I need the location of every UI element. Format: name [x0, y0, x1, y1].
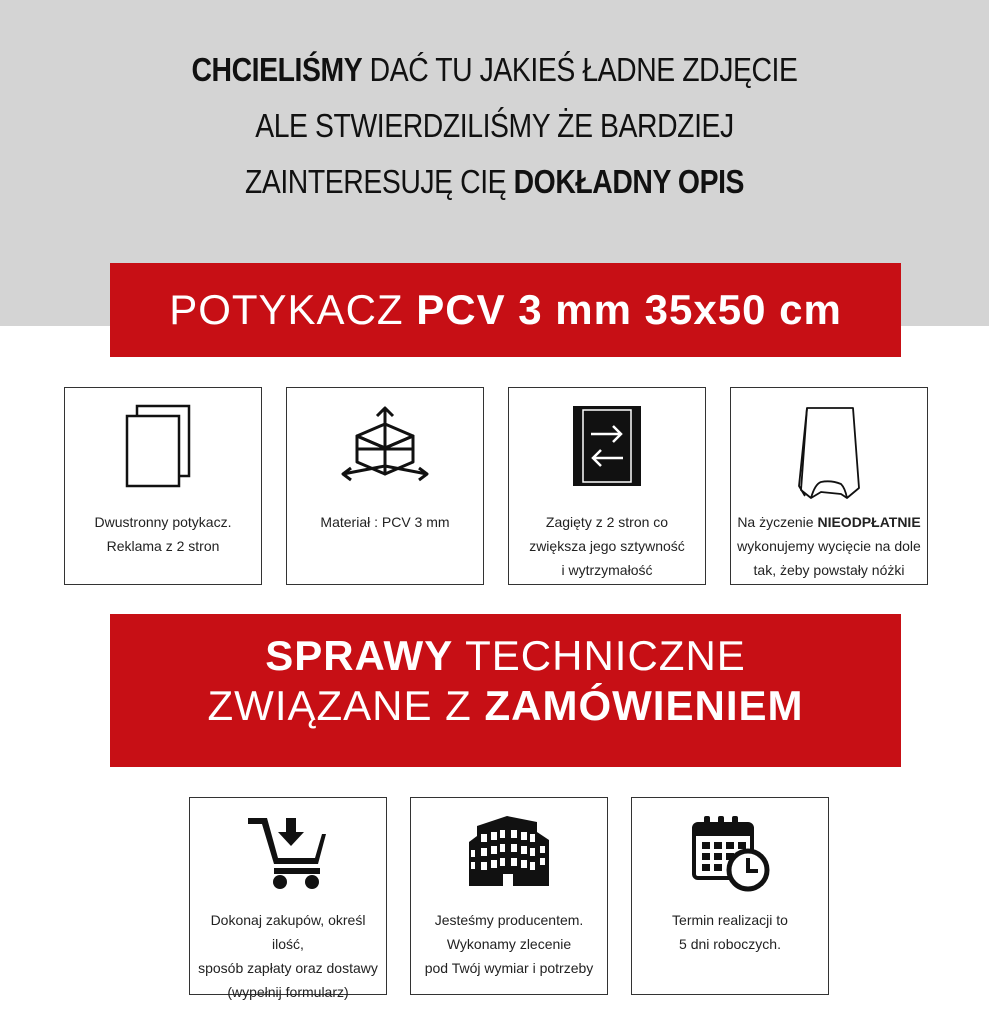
feature-3-line-3: i wytrzymałość: [561, 562, 653, 578]
info-3-line-2: 5 dni roboczych.: [679, 936, 781, 952]
feature-box-double-sided: [64, 387, 262, 585]
info-2-line-3: pod Twój wymiar i potrzeby: [424, 960, 594, 976]
info-1-line-2: sposób zapłaty oraz dostawy: [198, 960, 378, 976]
product-title-thin: POTYKACZ: [169, 286, 417, 333]
headline-bold-1: CHCIELIŚMY: [191, 51, 363, 88]
calendar-clock-icon: [632, 812, 828, 892]
headline-rest-3: ZAINTERESUJĘ CIĘ: [244, 163, 514, 200]
feature-4-line-1-pre: Na życzenie: [737, 514, 818, 530]
feature-1-line-2: Reklama z 2 stron: [106, 538, 220, 554]
product-title-bold: PCV 3 mm 35x50 cm: [416, 286, 842, 333]
feature-2-line-1: Materiał : PCV 3 mm: [320, 514, 450, 530]
info-text-1: [196, 908, 380, 1004]
feature-4-line-3: tak, żeby powstały nóżki: [753, 562, 905, 578]
info-text-2: [417, 908, 601, 980]
feature-text-2: [293, 510, 477, 534]
feature-4-line-1: [737, 510, 921, 534]
info-3-line-1: Termin realizacji to: [672, 912, 788, 928]
feature-text-1: [71, 510, 255, 558]
cart-download-icon: [190, 812, 386, 892]
factory-building-icon: [411, 812, 607, 890]
technical-banner-line-1: [110, 631, 901, 681]
a-frame-stand-icon: [731, 404, 927, 502]
headline-rest-1: DAĆ TU JAKIEŚ ŁADNE ZDJĘCIE: [362, 51, 798, 88]
info-2-line-2: Wykonamy zlecenie: [446, 936, 572, 952]
technical-banner-thin-1: TECHNICZNE: [453, 632, 746, 679]
feature-box-legs: [730, 387, 928, 585]
headline-bold-3: DOKŁADNY OPIS: [513, 163, 745, 200]
technical-banner-line-2: [110, 681, 901, 731]
info-1-line-1: Dokonaj zakupów, określ ilość,: [210, 912, 366, 952]
feature-1-line-1: Dwustronny potykacz.: [94, 514, 232, 530]
info-box-producer: [410, 797, 608, 995]
feature-4-line-1-bold: NIEODPŁATNIE: [817, 514, 921, 530]
feature-3-line-1: Zagięty z 2 stron co: [545, 514, 669, 530]
info-text-3: [638, 908, 822, 956]
feature-text-3: [515, 510, 699, 582]
feature-text-4: [737, 510, 921, 582]
technical-banner-bold-1: SPRAWY: [265, 632, 454, 679]
feature-box-folded: [508, 387, 706, 585]
info-2-line-1: Jesteśmy producentem.: [434, 912, 584, 928]
technical-banner: [110, 614, 901, 767]
headline-line-3: [69, 154, 920, 210]
feature-box-material: [286, 387, 484, 585]
technical-banner-thin-2: ZWIĄZANE Z: [207, 682, 485, 729]
technical-banner-bold-2: ZAMÓWIENIEM: [484, 682, 804, 729]
double-sheet-icon: [65, 404, 261, 490]
headline-line-1: [69, 42, 920, 98]
info-box-order: [189, 797, 387, 1000]
headline-line-2: ALE STWIERDZILIŚMY ŻE BARDZIEJ: [255, 107, 734, 144]
info-1-line-3: (wypełnij formularz): [227, 984, 349, 1000]
3d-box-axes-icon: [287, 404, 483, 484]
folded-sides-arrows-icon: [509, 404, 705, 488]
feature-3-line-2: zwiększa jego sztywność: [529, 538, 685, 554]
headline: [69, 42, 920, 210]
feature-4-line-2: wykonujemy wycięcie na dole: [737, 538, 921, 554]
info-box-deadline: [631, 797, 829, 995]
product-title-banner: [110, 263, 901, 357]
